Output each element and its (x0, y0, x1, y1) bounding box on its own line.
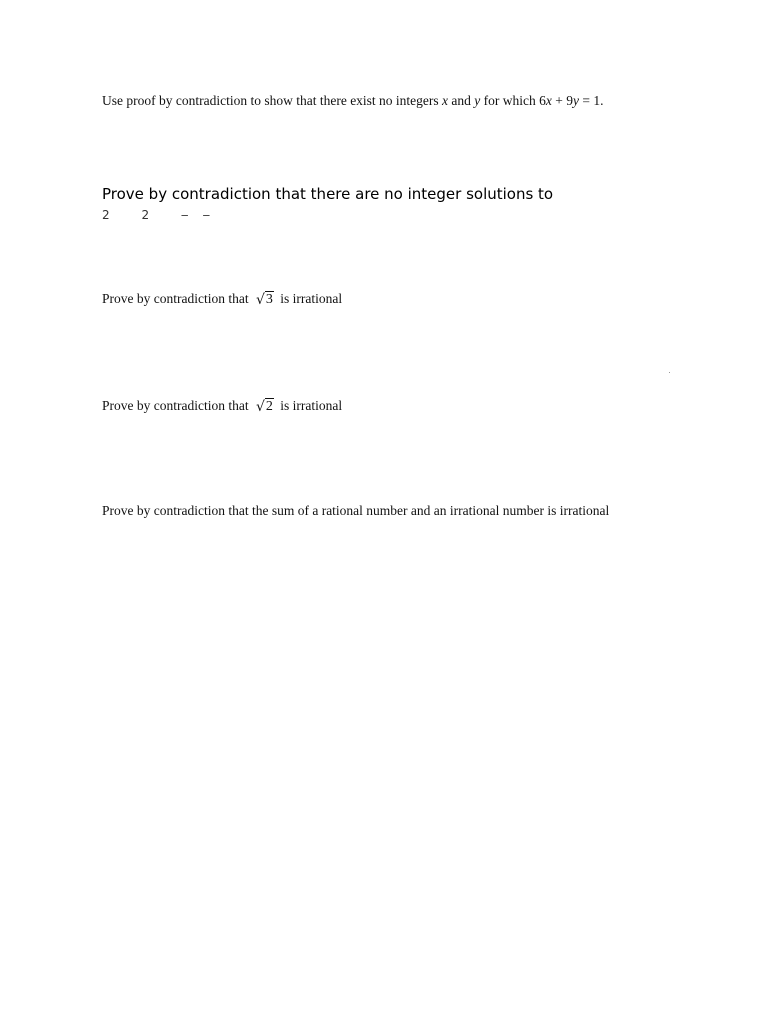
equation-x: x (545, 93, 552, 108)
question-2-clipped-equation: 2 2 ‒‒ (102, 208, 225, 222)
radical-icon: √ (255, 399, 265, 415)
question-2 (102, 184, 554, 222)
radicand-2: 2 (265, 399, 273, 414)
question-4 (102, 397, 342, 415)
square-root-3 (256, 290, 274, 308)
question-3-suffix: is irrational (280, 291, 343, 306)
question-5 (102, 502, 609, 520)
radicand-3: 3 (265, 292, 273, 307)
question-3 (102, 290, 342, 308)
equation-rhs: = 1. (582, 93, 604, 108)
question-1-and: and (451, 93, 471, 108)
question-2-text: Prove by contradiction that there are no integer solutions to (102, 185, 554, 203)
radical-icon: √ (255, 292, 265, 308)
question-1-prefix: Use proof by contradiction to show that there exist no integers (102, 93, 439, 108)
question-4-prefix: Prove by contradiction that (102, 398, 249, 413)
stray-dot (669, 372, 670, 373)
square-root-2 (256, 397, 274, 415)
question-3-prefix: Prove by contradiction that (102, 291, 249, 306)
equation-y: y (573, 93, 580, 108)
question-4-suffix: is irrational (280, 398, 343, 413)
variable-y: y (474, 93, 481, 108)
question-1-for-which: for which 6 (483, 93, 546, 108)
variable-x: x (442, 93, 449, 108)
question-1 (102, 92, 604, 110)
question-5-text: Prove by contradiction that the sum of a rational number and an irrational number is irrational (102, 503, 610, 518)
equation-plus: + 9 (555, 93, 574, 108)
